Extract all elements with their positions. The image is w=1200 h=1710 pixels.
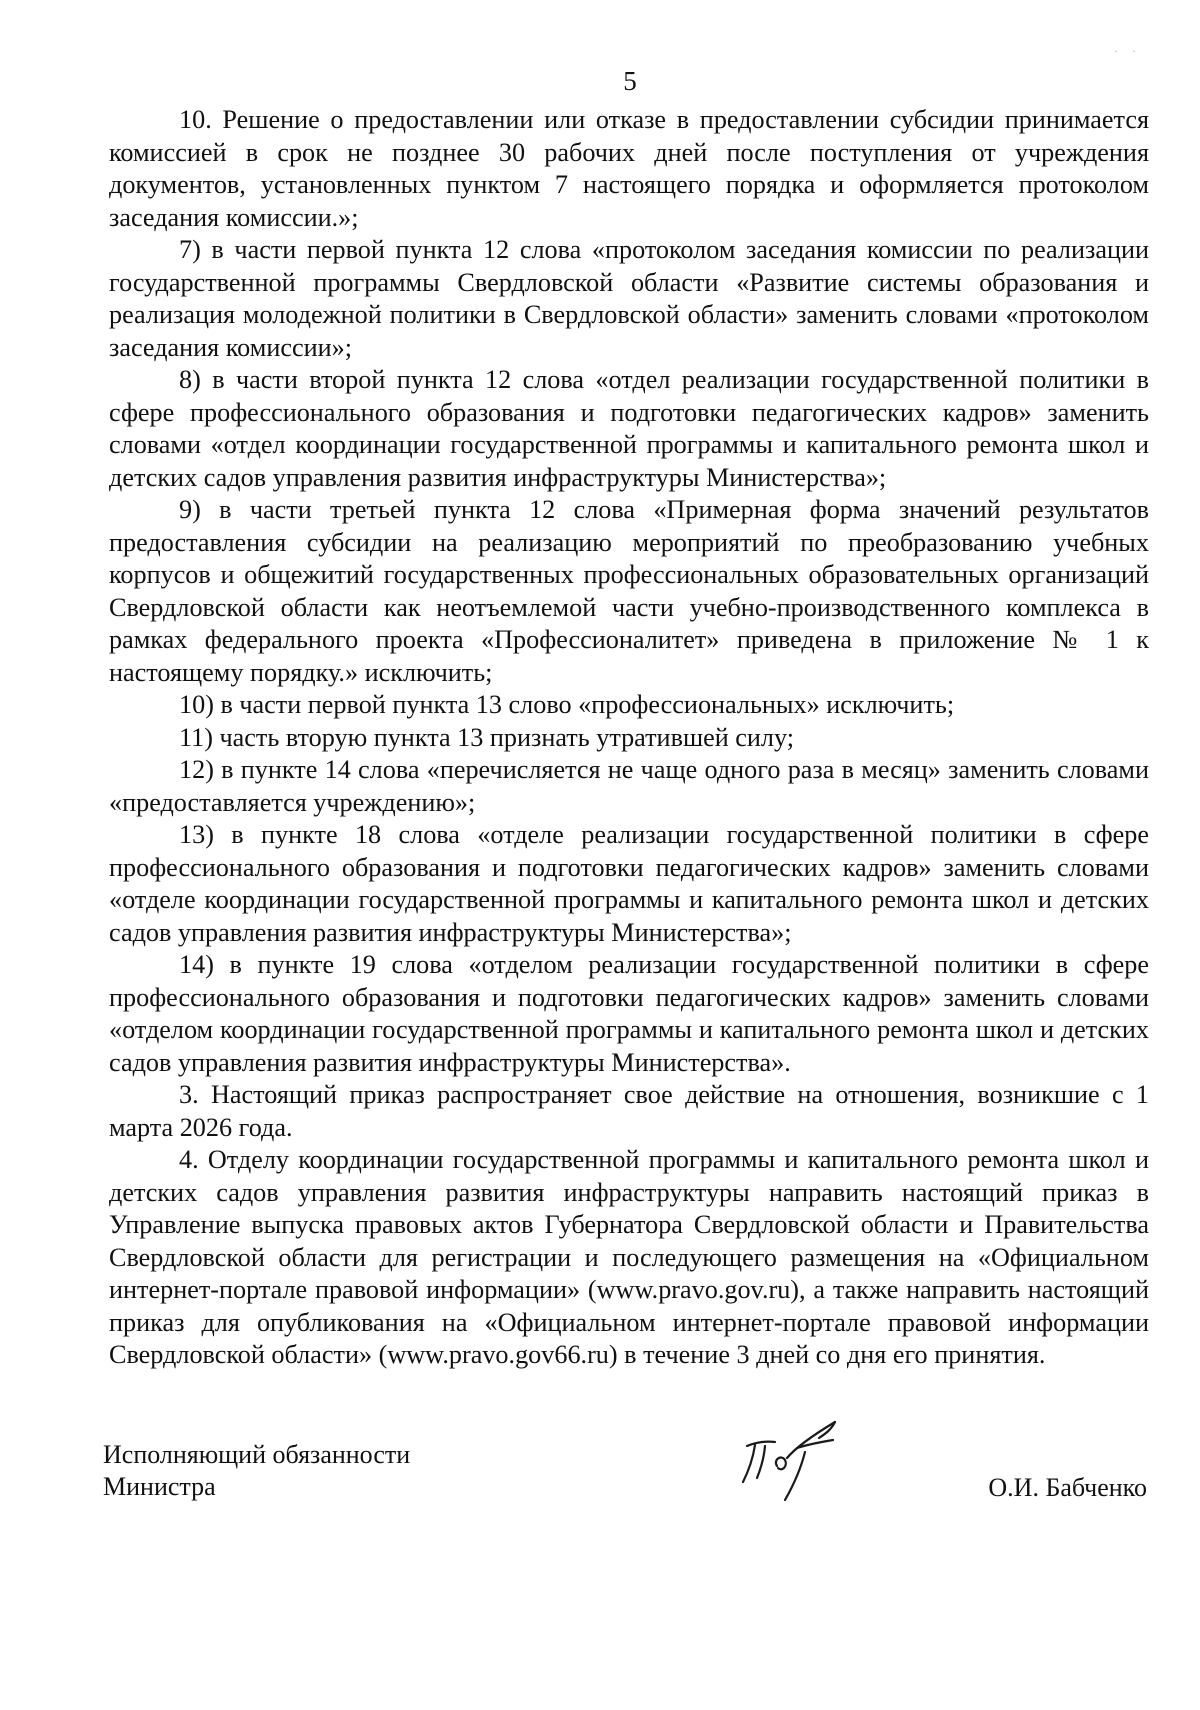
paragraph-subitem-14: 14) в пункте 19 слова «отделом реализации государственной политики в сфере профессионального образования и подготовки педагогических кадров» заменить словами «отделом координации государственной программы и капитального ремонта школ и детских садов управления развития инфраструктуры Министерства».	[109, 950, 1149, 1077]
signatory-title-line2: Министра	[103, 1472, 216, 1501]
paragraph-item-10: 10. Решение о предоставлении или отказе в предоставлении субсидии принимается комиссией в срок не позднее 30 рабочих дней после поступления от учреждения документов, установленных пунктом 7 настоящего порядка и оформляется протоколом заседания комиссии.»;	[109, 105, 1149, 232]
signatory-name: О.И. Бабченко	[988, 1473, 1147, 1502]
paragraph-subitem-10: 10) в части первой пункта 13 слово «профессиональных» исключить;	[179, 690, 955, 719]
paragraph-subitem-9: 9) в части третьей пункта 12 слова «Примерная форма значений результатов предоставления субсидии на реализацию мероприятий по преобразованию учебных корпусов и общежитий государственных профессиональных образовательных организаций Свердловской области как неотъемлемой части учебно-производственного комплекса в рамках федерального проекта «Профессионалитет» приведена в приложение № 1 к настоящему порядку.» исключить;	[109, 495, 1149, 687]
signatory-title-line1: Исполняющий обязанности	[103, 1440, 411, 1469]
paragraph-subitem-11: 11) часть вторую пункта 13 признать утратившей силу;	[179, 722, 795, 752]
signatory-title	[103, 1439, 410, 1503]
paragraph-subitem-12: 12) в пункте 14 слова «перечисляется не чаще одного раза в месяц» заменить словами «предоставляется учреждению»;	[109, 755, 1149, 817]
paragraph-clause-3: 3. Настоящий приказ распространяет свое действие на отношения, возникшие с 1 марта 2026 года.	[109, 1080, 1149, 1142]
scan-artifact-dots: ··	[1114, 44, 1150, 58]
paragraph-clause-4: 4. Отделу координации государственной программы и капитального ремонта школ и детских садов управления развития инфраструктуры направить настоящий приказ в Управление выпуска правовых актов Губернатора Свердловской области и Правительства Свердловской области для регистрации и последующего размещения на «Официальном интернет-портале правовой информации» (www.pravo.gov.ru), а также направить настоящий приказ для опубликования на «Официальном интернет-портале правовой информации Свердловской области» (www.pravo.gov66.ru) в течение 3 дней со дня его принятия.	[109, 1145, 1149, 1369]
paragraph-subitem-7: 7) в части первой пункта 12 слова «протоколом заседания комиссии по реализации государственной программы Свердловской области «Развитие системы образования и реализация молодежной политики в Свердловской области» заменить словами «протоколом заседания комиссии»;	[109, 235, 1149, 362]
handwritten-signature-icon	[735, 1408, 850, 1503]
paragraph-subitem-13: 13) в пункте 18 слова «отделе реализации государственной политики в сфере профессионального образования и подготовки педагогических кадров» заменить словами «отделе координации государственной программы и капитального ремонта школ и детских садов управления развития инфраструктуры Министерства»;	[109, 820, 1149, 947]
paragraph-subitem-8: 8) в части второй пункта 12 слова «отдел реализации государственной политики в сфере профессионального образования и подготовки педагогических кадров» заменить словами «отдел координации государственной программы и капитального ремонта школ и детских садов управления развития инфраструктуры Министерства»;	[109, 365, 1149, 492]
document-body	[109, 104, 1149, 1372]
page-number: 5	[623, 66, 637, 96]
